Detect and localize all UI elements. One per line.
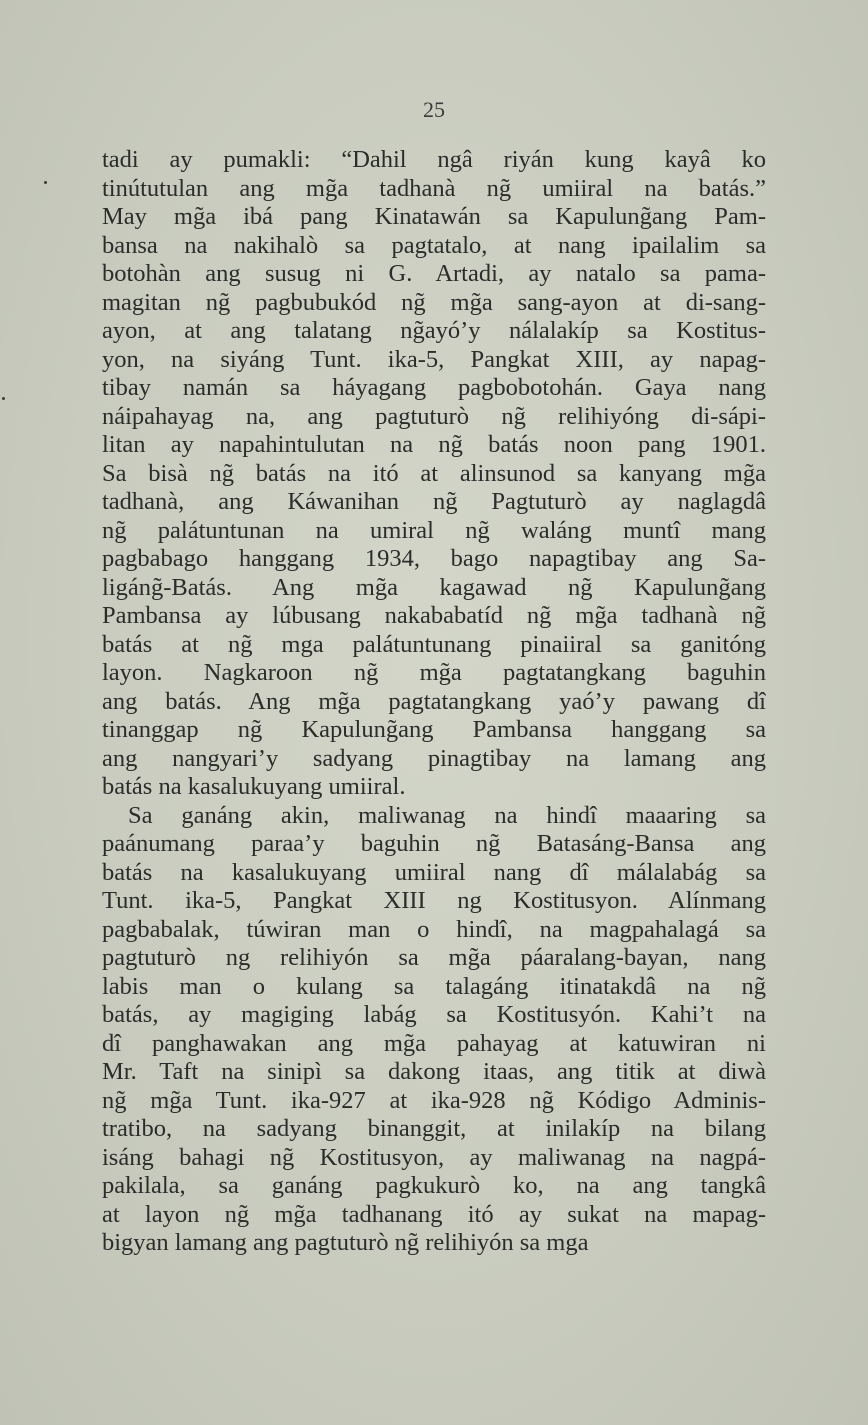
text-line: labis man o kulang sa talagáng itinatakdâ na ng̃ [102,972,766,1000]
text-line: May mg̃a ibá pang Kinatawán sa Kapulung̃ang Pam- [102,203,766,230]
text-line: batás at ng̃ mga palátuntunang pinaiiral sa ganitóng [102,630,766,658]
text-line: ligáng̃-Batás. Ang mg̃a kagawad ng̃ Kapulung̃ang [102,573,766,601]
text-line: Sa bisà ng̃ batás na itó at alinsunod sa kanyang mg̃a [102,459,766,487]
text-line: tinútutulan ang mg̃a tadhanà ng̃ umiiral na batás.” [102,174,766,202]
text-line: ang nangyari’y sadyang pinagtibay na lamang ang [102,744,766,772]
text-line: dî panghawakan ang mg̃a pahayag at katuwiran ni [102,1029,766,1057]
text-line: tibay namán sa háyagang pagbobotohán. Gaya nang [102,374,766,401]
text-line: pagbabalak, túwiran man o hindî, na magpahalagá sa [102,915,766,943]
text-line: Mr. Taft na sinipì sa dakong itaas, ang titik at diwà [102,1058,766,1085]
text-line: isáng bahagi ng̃ Kostitusyon, ay maliwanag na nagpá- [102,1143,766,1171]
page-number: 25 [423,97,445,122]
text-line: yon, na siyáng Tunt. ika-5, Pangkat XIII, ay napag- [102,345,766,373]
text-line: batás na kasalukuyang umiiral nang dî málalabág sa [102,858,766,886]
text-line: pagtuturò ng relihiyón sa mg̃a páaralang-bayan, nang [102,944,766,971]
margin-speck [44,181,47,184]
text-line: ng̃ palátuntunan na umiral ng̃ waláng muntî mang [102,516,766,544]
text-line: magitan ng̃ pagbubukód ng̃ mg̃a sang-ayon at di-sang- [102,288,766,316]
text-line: tadi ay pumakli: “Dahil ngâ riyán kung kayâ ko [102,146,766,173]
text-line: botohàn ang susug ni G. Artadi, ay natalo sa pama- [102,260,766,287]
text-line: Pambansa ay lúbusang nakababatíd ng̃ mg̃a tadhanà ng̃ [102,602,766,629]
text-line: pakilala, sa ganáng pagkukurò ko, na ang tangkâ [102,1172,766,1199]
text-line: batás na kasalukuyang umiiral. [102,773,406,800]
text-line: Tunt. ika-5, Pangkat XIII ng Kostitusyon. Alínmang [102,887,766,914]
text-line: tadhanà, ang Káwanihan ng̃ Pagtuturò ay naglagdâ [102,488,766,515]
text-line: Sa ganáng akin, maliwanag na hindî maaaring sa [128,801,766,829]
text-line: bigyan lamang ang pagtuturò ng̃ relihiyón sa mga [102,1229,589,1256]
text-line: bansa na nakihalò sa pagtatalo, at nang ipailalim sa [102,231,766,259]
text-line: at layon ng̃ mg̃a tadhanang itó ay sukat na mapag- [102,1200,766,1228]
margin-speck [2,397,5,400]
text-line: náipahayag na, ang pagtuturò ng̃ relihiyóng di-sápi- [102,402,766,430]
text-line: tinanggap ng̃ Kapulung̃ang Pambansa hanggang sa [102,716,766,743]
text-line: batás, ay magiging labág sa Kostitusyón. Kahi’t na [102,1001,766,1028]
text-line: litan ay napahintulutan na ng̃ batás noon pang 1901. [102,431,766,458]
text-line: ayon, at ang talatang ng̃ayó’y nálalakíp sa Kostitus- [102,317,766,344]
text-line: tratibo, na sadyang binanggit, at inilakíp na bilang [102,1115,766,1142]
text-line: ang batás. Ang mg̃a pagtatangkang yaó’y pawang dî [102,687,766,715]
text-line: ng̃ mg̃a Tunt. ika-927 at ika-928 ng̃ Kódigo Adminis- [102,1086,766,1114]
body-text [102,146,766,1258]
text-line: pagbabago hanggang 1934, bago napagtibay ang Sa- [102,545,766,572]
text-line: paánumang paraa’y baguhin ng̃ Batasáng-Bansa ang [102,830,766,857]
text-line: layon. Nagkaroon ng̃ mg̃a pagtatangkang baguhin [102,659,766,686]
